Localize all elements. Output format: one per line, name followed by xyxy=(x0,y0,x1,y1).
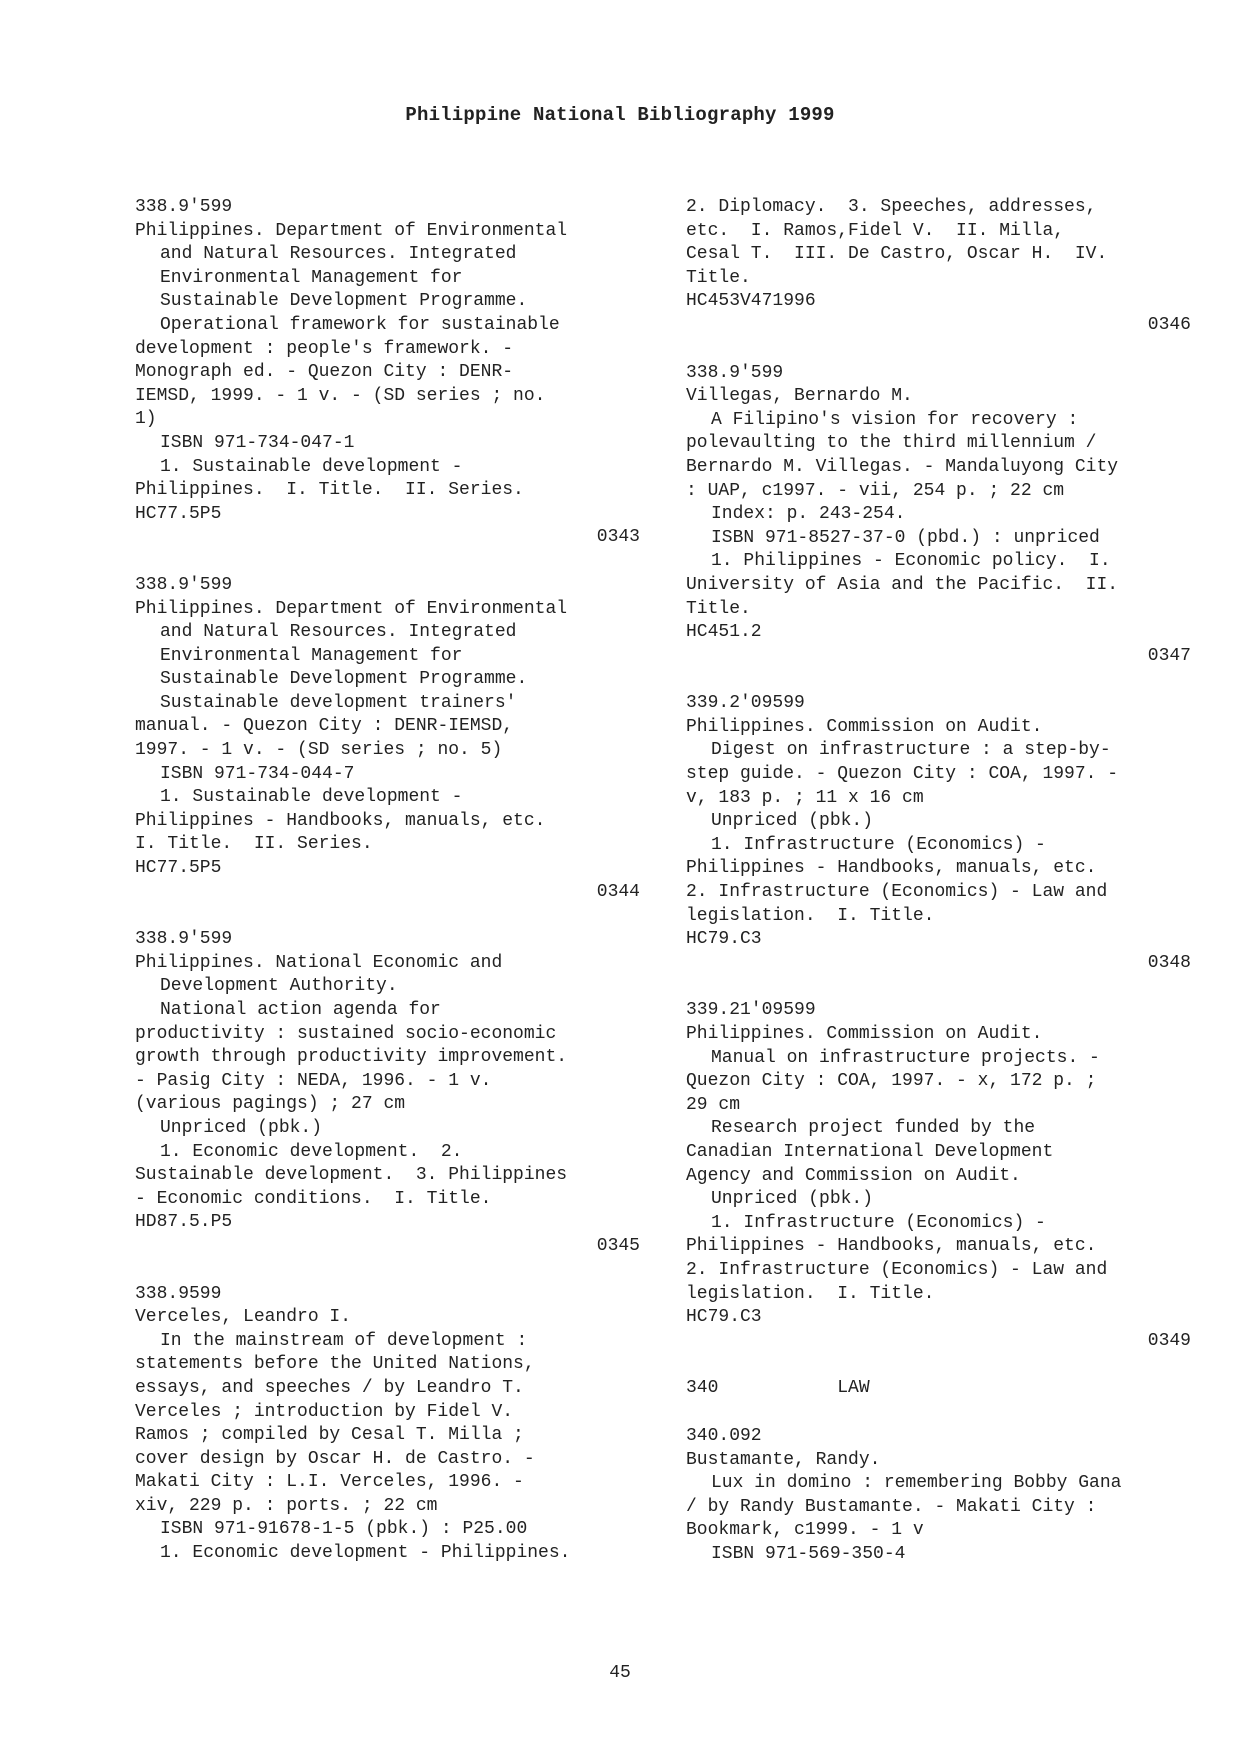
entry-line: Sustainable Development Programme. xyxy=(160,291,528,312)
entry-line: manual. - Quezon City : DENR-IEMSD, xyxy=(135,716,514,737)
entry-line: 339.21'09599 xyxy=(686,1000,816,1021)
entry-line: Bookmark, c1999. - 1 v xyxy=(686,1520,924,1541)
entry-line: Makati City : L.I. Verceles, 1996. - xyxy=(135,1472,524,1493)
entry-line: In the mainstream of development : xyxy=(160,1330,528,1351)
entry-line: legislation. I. Title. xyxy=(686,905,935,926)
entry-line: 1. Economic development - Philippines. xyxy=(160,1543,571,1564)
entry-number: 0343 xyxy=(596,527,640,548)
bibliography-entry xyxy=(686,362,1191,669)
entry-line: Verceles ; introduction by Fidel V. xyxy=(135,1401,514,1422)
entry-line: (various pagings) ; 27 cm xyxy=(135,1094,406,1115)
entry-line: Manual on infrastructure projects. - xyxy=(711,1047,1100,1068)
entry-line: 340.092 xyxy=(686,1425,762,1446)
entry-line: Villegas, Bernardo M. xyxy=(686,386,913,407)
entry-line: - Pasig City : NEDA, 1996. - 1 v. xyxy=(135,1070,492,1091)
entry-line: cover design by Oscar H. de Castro. - xyxy=(135,1448,535,1469)
entry-line: Environmental Management for xyxy=(160,267,463,288)
entry-line: productivity : sustained socio-economic xyxy=(135,1023,557,1044)
entry-line: 338.9599 xyxy=(135,1283,222,1304)
entry-line: polevaulting to the third millennium / xyxy=(686,433,1097,454)
entry-line: HC77.5P5 xyxy=(135,503,222,524)
entry-line: Sustainable development trainers' xyxy=(160,692,517,713)
entry-line: Bernardo M. Villegas. - Mandaluyong City xyxy=(686,456,1119,477)
entry-line: I. Title. II. Series. xyxy=(135,834,373,855)
entry-line: 2. Diplomacy. 3. Speeches, addresses, xyxy=(686,197,1097,217)
entry-line: 1. Infrastructure (Economics) - xyxy=(711,834,1046,855)
entry-line: growth through productivity improvement. xyxy=(135,1047,568,1068)
entry-line: Agency and Commission on Audit. xyxy=(686,1165,1021,1186)
entry-line: Index: p. 243-254. xyxy=(711,504,906,525)
entry-line: v, 183 p. ; 11 x 16 cm xyxy=(686,787,924,808)
entry-line: ISBN 971-8527-37-0 (pbd.) : unpriced xyxy=(711,527,1100,548)
entry-number: 0344 xyxy=(596,881,640,902)
entry-line: 338.9'599 xyxy=(135,574,233,595)
entry-line: Philippines. Department of Environmental xyxy=(135,220,568,241)
entry-line: ISBN 971-734-047-1 xyxy=(160,432,355,453)
bibliography-entry xyxy=(135,1283,640,1566)
entry-line: ISBN 971-91678-1-5 (pbk.) : P25.00 xyxy=(160,1519,528,1540)
entry-line: 338.9'599 xyxy=(135,197,233,217)
entry-line: Unpriced (pbk.) xyxy=(711,1189,874,1210)
entry-line: Verceles, Leandro I. xyxy=(135,1307,352,1328)
entry-line: 338.9'599 xyxy=(135,929,233,950)
entry-line: 2. Infrastructure (Economics) - Law and xyxy=(686,1259,1108,1280)
entry-line: etc. I. Ramos,Fidel V. II. Milla, xyxy=(686,220,1065,241)
entry-line: Philippines. Department of Environmental xyxy=(135,598,568,619)
bibliography-entry xyxy=(686,1425,1191,1567)
bibliography-entry xyxy=(135,196,640,550)
entry-line: Unpriced (pbk.) xyxy=(711,811,874,832)
entry-line: HC453V471996 xyxy=(686,291,816,312)
entry-line: Operational framework for sustainable xyxy=(160,314,560,335)
entry-line: HC451.2 xyxy=(686,622,762,643)
entry-line: : UAP, c1997. - vii, 254 p. ; 22 cm xyxy=(686,480,1065,501)
bibliography-entry xyxy=(686,999,1191,1353)
entry-line: Sustainable Development Programme. xyxy=(160,669,528,690)
entry-line: ISBN 971-734-044-7 xyxy=(160,763,355,784)
entry-line: Research project funded by the xyxy=(711,1118,1036,1139)
entry-line: Development Authority. xyxy=(160,976,398,997)
entry-line: 1) xyxy=(135,409,157,430)
entry-line: 1. Philippines - Economic policy. I. xyxy=(711,551,1111,572)
entry-line: Philippines. Commission on Audit. xyxy=(686,716,1043,737)
entry-line: Ramos ; compiled by Cesal T. Milla ; xyxy=(135,1425,524,1446)
entry-line: 1. Sustainable development - xyxy=(160,456,463,477)
entry-line: step guide. - Quezon City : COA, 1997. - xyxy=(686,764,1119,785)
entry-line: HC79.C3 xyxy=(686,1307,762,1328)
entry-line: / by Randy Bustamante. - Makati City : xyxy=(686,1496,1097,1517)
bibliography-entry xyxy=(135,574,640,904)
entry-number: 0347 xyxy=(1147,645,1191,666)
entry-line: Philippines - Handbooks, manuals, etc. xyxy=(686,858,1097,879)
entry-line: Cesal T. III. De Castro, Oscar H. IV. xyxy=(686,244,1108,265)
entry-number: 0345 xyxy=(596,1235,640,1256)
entry-line: ISBN 971-569-350-4 xyxy=(711,1543,906,1564)
entry-line: Environmental Management for xyxy=(160,645,463,666)
entry-line: Philippines. Commission on Audit. xyxy=(686,1024,1043,1044)
entry-line: legislation. I. Title. xyxy=(686,1283,935,1304)
entry-line: Title. xyxy=(686,267,751,288)
entry-line: Unpriced (pbk.) xyxy=(160,1117,323,1138)
bibliography-entry xyxy=(686,692,1191,975)
entry-line: Digest on infrastructure : a step-by- xyxy=(711,740,1111,761)
entry-number: 0346 xyxy=(1147,314,1191,335)
entry-line: Sustainable development. 3. Philippines xyxy=(135,1165,568,1186)
entry-line: Philippines - Handbooks, manuals, etc. xyxy=(135,810,546,831)
entry-line: Monograph ed. - Quezon City : DENR- xyxy=(135,362,514,383)
entry-line: xiv, 229 p. : ports. ; 22 cm xyxy=(135,1495,438,1516)
entry-number: 0349 xyxy=(1147,1330,1191,1351)
entry-line: 339.2'09599 xyxy=(686,693,805,714)
entry-line: Philippines. I. Title. II. Series. xyxy=(135,480,524,501)
entry-line: 1. Economic development. 2. xyxy=(160,1141,463,1162)
entry-line: Title. xyxy=(686,598,751,619)
entry-line: National action agenda for xyxy=(160,1000,441,1020)
bibliography-entry xyxy=(135,928,640,1258)
entry-line: statements before the United Nations, xyxy=(135,1354,535,1375)
entry-line: - Economic conditions. I. Title. xyxy=(135,1188,492,1209)
entry-line: essays, and speeches / by Leandro T. xyxy=(135,1377,524,1398)
entry-line: 1. Sustainable development - xyxy=(160,787,463,808)
bibliography-entry xyxy=(686,196,1191,338)
left-column xyxy=(135,196,640,1590)
entry-number: 0348 xyxy=(1147,952,1191,973)
entry-line: HC77.5P5 xyxy=(135,858,222,879)
entry-line: Philippines. National Economic and xyxy=(135,952,503,973)
entry-line: Lux in domino : remembering Bobby Gana xyxy=(711,1473,1122,1494)
entry-line: IEMSD, 1999. - 1 v. - (SD series ; no. xyxy=(135,385,546,406)
entry-line: 1. Infrastructure (Economics) - xyxy=(711,1212,1046,1233)
entry-line: development : people's framework. - xyxy=(135,338,514,359)
entry-line: Quezon City : COA, 1997. - x, 172 p. ; xyxy=(686,1071,1097,1092)
right-column xyxy=(686,196,1191,1590)
entry-line: 338.9'599 xyxy=(686,362,784,383)
entry-line: 1997. - 1 v. - (SD series ; no. 5) xyxy=(135,740,503,761)
entry-line: 2. Infrastructure (Economics) - Law and xyxy=(686,882,1108,903)
section-heading: 340 LAW xyxy=(686,1378,870,1399)
entry-line: Canadian International Development xyxy=(686,1141,1054,1162)
entry-line: and Natural Resources. Integrated xyxy=(160,622,517,643)
entry-line: HD87.5.P5 xyxy=(135,1212,233,1233)
entry-line: University of Asia and the Pacific. II. xyxy=(686,574,1119,595)
page-number: 45 xyxy=(609,1663,631,1683)
entry-line: 29 cm xyxy=(686,1094,741,1115)
entry-line: Bustamante, Randy. xyxy=(686,1449,881,1470)
entry-line: HC79.C3 xyxy=(686,929,762,950)
entry-line: and Natural Resources. Integrated xyxy=(160,244,517,265)
entry-line: Philippines - Handbooks, manuals, etc. xyxy=(686,1236,1097,1257)
page-header: Philippine National Bibliography 1999 xyxy=(405,104,835,126)
entry-line: A Filipino's vision for recovery : xyxy=(711,409,1079,430)
